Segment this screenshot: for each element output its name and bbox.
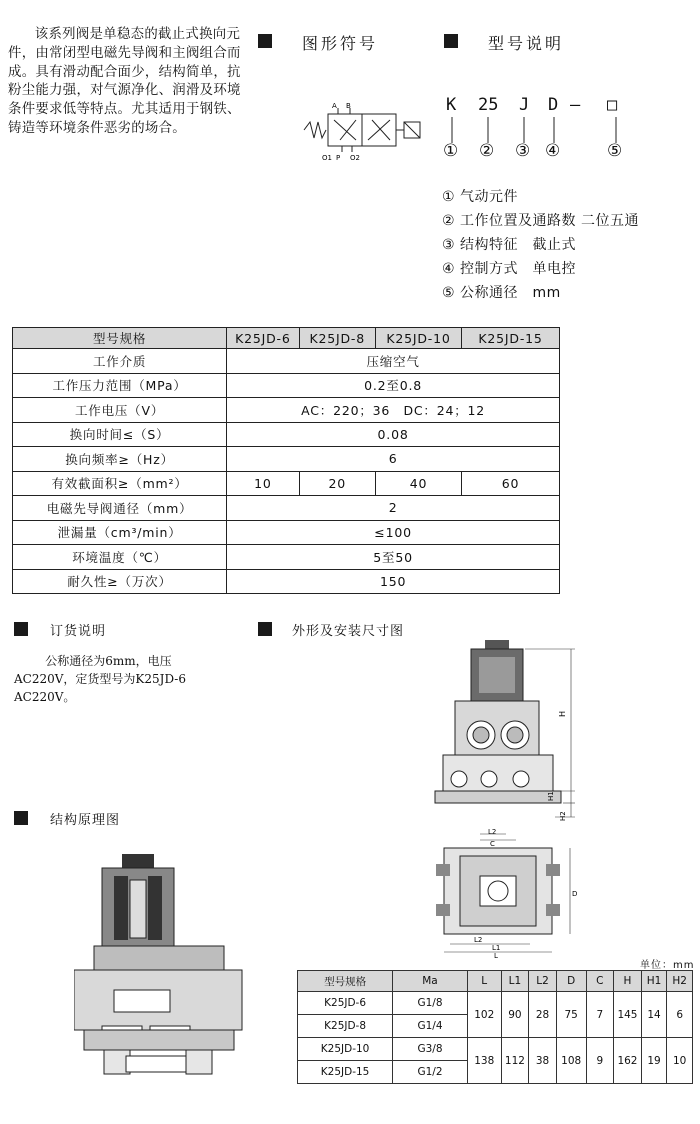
order-text: 公称通径为6mm，电压AC220V，定货型号为K25JD-6 AC220V。: [14, 654, 199, 704]
dim-header-cell: L: [467, 971, 501, 992]
spec-row: [13, 422, 560, 447]
code-dash: —: [570, 95, 581, 115]
dim-value-cell: 108: [556, 1038, 586, 1084]
port-b-label: B: [346, 102, 351, 110]
dim-value-cell: 138: [467, 1038, 501, 1084]
spec-row-value: 0.2至0.8: [227, 373, 560, 398]
dim-l1-label: L1: [492, 944, 501, 952]
spec-header-k25jd-15: K25JD-15: [462, 328, 560, 349]
dim-header-cell: L1: [501, 971, 529, 992]
dim-value-cell: 7: [586, 992, 614, 1038]
spec-row: [13, 496, 560, 521]
spec-row-value: 0.08: [227, 422, 560, 447]
valve-symbol-icon: [300, 100, 430, 162]
code-circle-5: ⑤: [607, 141, 623, 161]
code-circle-1: ①: [443, 141, 459, 161]
spec-row-label: 换向时间≤（S）: [13, 422, 227, 447]
dim-value-cell: 75: [556, 992, 586, 1038]
spec-row-value: 压缩空气: [227, 349, 560, 374]
dim-value-cell: 90: [501, 992, 529, 1038]
spec-row: [13, 373, 560, 398]
model-heading: 型号说明: [488, 34, 565, 53]
spec-row: [13, 545, 560, 570]
spec-row-label: 有效截面积≥（mm²）: [13, 471, 227, 496]
spec-row: [13, 398, 560, 423]
dim-thread-cell: G1/2: [393, 1061, 468, 1084]
dim-thread-cell: G3/8: [393, 1038, 468, 1061]
spec-header-row: [13, 328, 560, 349]
outline-heading: 外形及安装尺寸图: [292, 624, 405, 639]
dim-h2-label: H2: [559, 811, 567, 821]
dim-row: [298, 1038, 693, 1061]
code-d: D: [548, 95, 559, 115]
legend-1: ① 气动元件: [442, 189, 519, 205]
dim-header-cell: H1: [641, 971, 667, 992]
dim-value-cell: 14: [641, 992, 667, 1038]
dim-value-cell: 6: [667, 992, 693, 1038]
legend-3: ③ 结构特征 截止式: [442, 237, 577, 253]
spec-row-value: 2: [227, 496, 560, 521]
front-view-drawing: [425, 635, 585, 825]
code-circle-3: ③: [515, 141, 531, 161]
spec-header-label: 型号规格: [13, 328, 227, 349]
spec-row-value: 6: [227, 447, 560, 472]
spec-row-label: 工作压力范围（MPa）: [13, 373, 227, 398]
dim-row: [298, 992, 693, 1015]
spec-row-label: 环境温度（℃）: [13, 545, 227, 570]
dim-value-cell: 19: [641, 1038, 667, 1084]
code-box: □: [607, 95, 618, 115]
dimension-table: [297, 970, 693, 1084]
legend-4: ④ 控制方式 单电控: [442, 261, 577, 277]
dim-l-label: L: [494, 952, 498, 958]
dim-l2-label-bottom: L2: [474, 936, 483, 944]
dim-value-cell: 10: [667, 1038, 693, 1084]
spec-row-value: 10: [227, 471, 299, 496]
spec-row-label: 泄漏量（cm³/min）: [13, 520, 227, 545]
dim-value-cell: 162: [614, 1038, 642, 1084]
spec-header-k25jd-6: K25JD-6: [227, 328, 299, 349]
dim-header-cell: D: [556, 971, 586, 992]
spec-row: [13, 569, 560, 594]
dim-header-row: [298, 971, 693, 992]
structure-heading: 结构原理图: [50, 813, 121, 828]
spec-row-value: 20: [299, 471, 375, 496]
section-bullet: [14, 622, 28, 636]
spec-row-value: AC：220；36 DC：24；12: [227, 398, 560, 423]
dim-header-cell: Ma: [393, 971, 468, 992]
dim-header-cell: H2: [667, 971, 693, 992]
spec-row-value: 40: [375, 471, 461, 496]
dim-value-cell: 145: [614, 992, 642, 1038]
port-o1-label: O1: [322, 154, 332, 162]
code-k: K: [446, 95, 457, 115]
port-p-label: P: [336, 154, 341, 162]
spec-row-label: 工作电压（V）: [13, 398, 227, 423]
section-bullet: [444, 34, 458, 48]
legend-2: ② 工作位置及通路数 二位五通: [442, 213, 639, 229]
dim-model-cell: K25JD-8: [298, 1015, 393, 1038]
spec-row-label: 耐久性≥（万次）: [13, 569, 227, 594]
code-circle-4: ④: [545, 141, 561, 161]
spec-row-label: 换向频率≥（Hz）: [13, 447, 227, 472]
dim-h-label: H: [558, 710, 567, 717]
spec-row-label: 电磁先导阀通径（mm）: [13, 496, 227, 521]
dim-model-cell: K25JD-10: [298, 1038, 393, 1061]
dim-thread-cell: G1/8: [393, 992, 468, 1015]
spec-header-k25jd-10: K25JD-10: [375, 328, 461, 349]
symbol-heading: 图形符号: [302, 34, 379, 53]
spec-row-value: 5至50: [227, 545, 560, 570]
dim-thread-cell: G1/4: [393, 1015, 468, 1038]
spec-row-value: 150: [227, 569, 560, 594]
code-circle-2: ②: [479, 141, 495, 161]
spec-row: [13, 447, 560, 472]
code-j: J: [519, 95, 530, 115]
dim-model-cell: K25JD-15: [298, 1061, 393, 1084]
spec-row-value: ≤100: [227, 520, 560, 545]
section-bullet: [258, 622, 272, 636]
dim-c-label: C: [490, 840, 495, 848]
top-view-drawing: [430, 826, 580, 958]
spec-table: [12, 327, 560, 594]
spec-row: [13, 349, 560, 374]
legend-5: ⑤ 公称通径 mm: [442, 285, 561, 301]
dim-d-label: D: [572, 890, 578, 898]
dim-header-cell: C: [586, 971, 614, 992]
dim-value-cell: 38: [529, 1038, 557, 1084]
unit-label: 单位：mm: [640, 960, 695, 971]
dim-value-cell: 112: [501, 1038, 529, 1084]
dim-l2-label-top: L2: [488, 828, 497, 836]
code-25: 25: [478, 95, 499, 115]
dim-model-cell: K25JD-6: [298, 992, 393, 1015]
order-heading: 订货说明: [50, 624, 107, 639]
port-o2-label: O2: [350, 154, 360, 162]
spec-row-label: 工作介质: [13, 349, 227, 374]
dim-value-cell: 102: [467, 992, 501, 1038]
dim-header-cell: L2: [529, 971, 557, 992]
spec-row: [13, 520, 560, 545]
dim-h1-label: H1: [547, 791, 555, 801]
port-a-label: A: [332, 102, 337, 110]
intro-paragraph: 该系列阀是单稳态的截止式换向元件，由常闭型电磁先导阀和主阀组合而成。具有滑动配合面少，结构简单，抗粉尘能力强，对气源净化、润滑及环境条件要求低等特点。尤其适用于钢铁、铸造等环境条件恶劣的场合。: [8, 27, 241, 136]
section-bullet: [14, 811, 28, 825]
dim-value-cell: 28: [529, 992, 557, 1038]
structure-drawing: [74, 850, 244, 1082]
spec-header-k25jd-8: K25JD-8: [299, 328, 375, 349]
spec-row: [13, 471, 560, 496]
section-bullet: [258, 34, 272, 48]
spec-row-value: 60: [462, 471, 560, 496]
dim-value-cell: 9: [586, 1038, 614, 1084]
dim-header-cell: 型号规格: [298, 971, 393, 992]
dim-header-cell: H: [614, 971, 642, 992]
